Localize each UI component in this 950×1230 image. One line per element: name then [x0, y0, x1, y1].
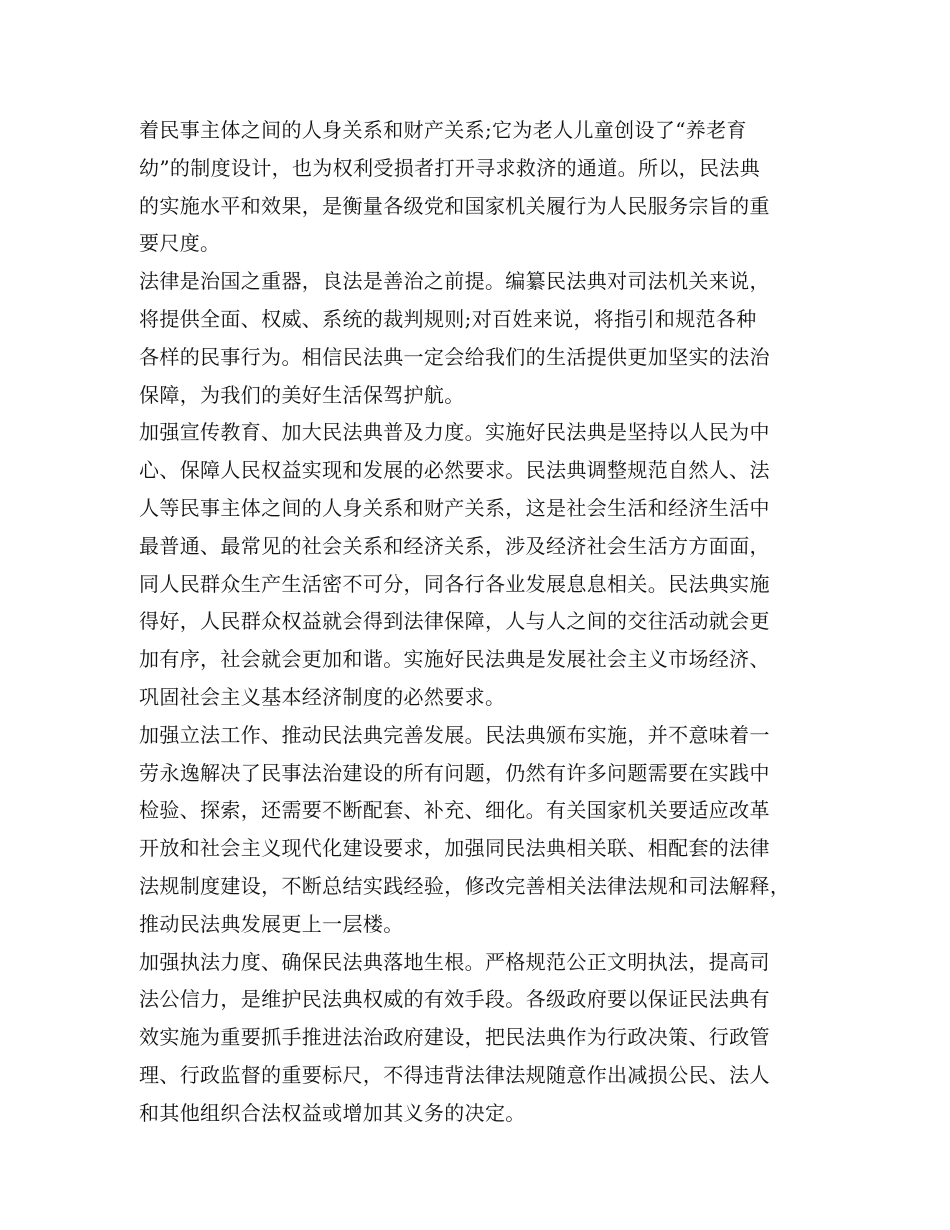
text-line: 将提供全面、权威、系统的裁判规则;对百姓来说，将指引和规范各种 — [139, 306, 757, 331]
text-line: 开放和社会主义现代化建设要求，加强同民法典相关联、相配套的法律 — [139, 836, 770, 861]
text-line: 加强立法工作、推动民法典完善发展。民法典颁布实施，并不意味着一 — [139, 722, 770, 747]
text-line: 保障，为我们的美好生活保驾护航。 — [139, 382, 465, 407]
text-line: 法公信力，是维护民法典权威的有效手段。各级政府要以保证民法典有 — [139, 987, 770, 1012]
text-line: 着民事主体之间的人身关系和财产关系;它为老人儿童创设了“养老育 — [139, 118, 747, 142]
text-line: 理、行政监督的重要标尺，不得违背法律法规随意作出减损公民、法人 — [139, 1062, 770, 1087]
text-line: 推动民法典发展更上一层楼。 — [139, 911, 404, 936]
text-line: 人等民事主体之间的人身关系和财产关系，这是社会生活和经济生活中 — [139, 495, 770, 520]
text-line: 要尺度。 — [139, 231, 221, 256]
text-line: 劳永逸解决了民事法治建设的所有问题，仍然有许多问题需要在实践中 — [139, 760, 770, 785]
text-line: 巩固社会主义基本经济制度的必然要求。 — [139, 684, 506, 709]
text-line: 得好，人民群众权益就会得到法律保障，人与人之间的交往活动就会更 — [139, 609, 770, 634]
text-line: 法律是治国之重器，良法是善治之前提。编纂民法典对司法机关来说， — [139, 269, 770, 294]
text-line: 的实施水平和效果，是衡量各级党和国家机关履行为人民服务宗旨的重 — [139, 193, 770, 218]
text-line: 检验、探索，还需要不断配套、补充、细化。有关国家机关要适应改革 — [139, 798, 770, 823]
text-line: 法规制度建设，不断总结实践经验，修改完善相关法律法规和司法解释， — [139, 873, 791, 898]
text-line: 加强宣传教育、加大民法典普及力度。实施好民法典是坚持以人民为中 — [139, 420, 770, 445]
text-line: 心、保障人民权益实现和发展的必然要求。民法典调整规范自然人、法 — [139, 458, 770, 483]
text-line: 最普通、最常见的社会关系和经济关系，涉及经济社会生活方方面面， — [139, 533, 770, 558]
text-line: 加强执法力度、确保民法典落地生根。严格规范公正文明执法，提高司 — [139, 949, 770, 974]
text-line: 幼”的制度设计，也为权利受损者打开寻求救济的通道。所以，民法典 — [139, 155, 761, 180]
body-text — [139, 112, 829, 1133]
text-line: 同人民群众生产生活密不可分，同各行各业发展息息相关。民法典实施 — [139, 571, 770, 596]
text-line: 加有序，社会就会更加和谐。实施好民法典是发展社会主义市场经济、 — [139, 647, 770, 672]
text-line: 各样的民事行为。相信民法典一定会给我们的生活提供更加坚实的法治 — [139, 344, 770, 369]
text-line: 效实施为重要抓手推进法治政府建设，把民法典作为行政决策、行政管 — [139, 1025, 770, 1050]
text-line: 和其他组织合法权益或增加其义务的决定。 — [139, 1100, 526, 1125]
